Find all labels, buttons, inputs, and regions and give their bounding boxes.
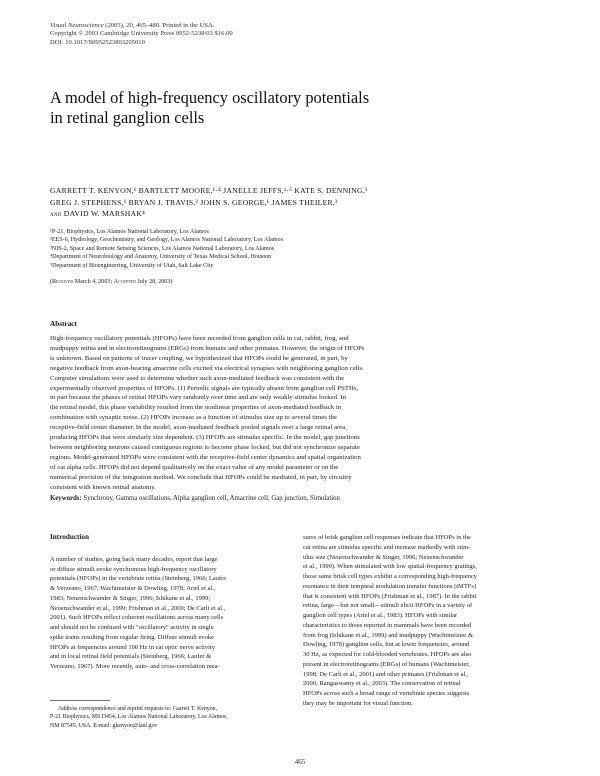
- paren: (: [50, 279, 53, 285]
- intro-line: A number of studies, going back many decades, report that large: [50, 555, 218, 563]
- author-and: and: [50, 209, 62, 218]
- abstract-line: receptive-field center diameter. In the model, axon-mediated feedback pooled signals over a large retinal area,: [50, 424, 347, 432]
- title-line-1: A model of high-frequency oscillatory potentials: [50, 88, 370, 107]
- intro-line: and in local retinal field potentials (Steinberg, 1966; Laufer &: [50, 653, 212, 661]
- intro-line: they may be important for visual function.: [303, 699, 413, 707]
- abstract-heading: Abstract: [50, 320, 77, 328]
- footnote-line: Address correspondence and reprint requests to: Garrett T. Kenyon,: [58, 706, 218, 712]
- author-line-2: GREG J. STEPHENS,¹ BRYAN J. TRAVIS,² JOHN S. GEORGE,¹ JAMES THEILER,³: [50, 197, 338, 207]
- intro-line: from frog (Ishikane et al., 1999) and mudpuppy (Wachtmeister &: [303, 631, 474, 639]
- received-label: Received: [52, 279, 74, 285]
- citation: (2003), 20, 465–480. Printed in the USA.: [103, 22, 215, 29]
- affiliation: ³NIS-2, Space and Remote Sensing Sciences, Los Alamos National Laboratory, Los Alamos: [50, 245, 275, 252]
- left-column: [50, 533, 286, 672]
- footnote-line: P-21 Biophysics, MS D454, Los Alamos National Laboratory, Los Alamos,: [50, 714, 228, 721]
- author-last: DAVID W. MARSHAK⁴: [61, 209, 146, 218]
- paper-title: [50, 88, 490, 128]
- intro-line: ganglion cell types (Ariel et al., 1983). HFOPs with similar: [303, 612, 458, 619]
- intro-line: characteristics to those reported in mammals have been recorded: [303, 621, 472, 629]
- abstract-line: High-frequency oscillatory potentials (HFOPs) have been recorded from ganglion cells in cat, rabbit, frog, and: [50, 335, 349, 342]
- intro-line: retina, large—but not small—stimuli elicit HFOPs in a variety of: [303, 602, 473, 610]
- author-list: [50, 185, 570, 220]
- intro-line: Verzeano, 1967). More recently, auto- and cross-correlation mea-: [50, 663, 220, 670]
- footnote-rule: [50, 700, 110, 701]
- intro-line: and should not be confused with "oscillatory" activity in single: [50, 624, 214, 631]
- affiliation: ²EES-6, Hydrology, Geochemistry, and Geology, Los Alamos National Laboratory, Los Alamos: [50, 237, 283, 244]
- abstract-line: numerical precision of the integration method. We conclude that HFOPs could be mediated, in part, by circuitry: [50, 473, 352, 481]
- abstract-line: regions. Model-generated HFOPs were consistent with the receptive-field center dynamics and spatial organization: [50, 453, 361, 461]
- intro-line: that is consistent with HFOPs (Frishman et al., 1987). In the rabbit: [303, 592, 477, 600]
- abstract-line: combination with synaptic noise. (2) HFOPs increase as a function of stimulus size up to several times the: [50, 414, 337, 422]
- affiliation-list: [50, 228, 550, 270]
- abstract-line: mudpuppy retina and in electroretinograms (ERGs) from humans and other primates. However, the origin of HFOPs: [50, 344, 365, 352]
- affiliation: ⁴Department of Neurobiology and Anatomy, University of Texas Medical School, Houston: [50, 254, 272, 261]
- accepted-date: July 28, 2003): [135, 279, 173, 285]
- author-line-1: GARRETT T. KENYON,¹ BARTLETT MOORE,¹·⁴ JANELLE JEFFS,¹·⁵ KATE S. DENNING,¹: [50, 186, 368, 195]
- footnote-text: [50, 705, 286, 730]
- page-number: 465: [294, 758, 306, 766]
- intro-line: 30 Hz, as expected for cold-blooded vertebrates. HFOPs are also: [303, 651, 472, 658]
- title-line-2: in retinal ganglion cells: [50, 108, 205, 127]
- copyright-line: Copyright © 2003 Cambridge University Press 0952-5238/03 $16.00: [50, 30, 233, 38]
- keywords-label: Keywords:: [50, 495, 82, 502]
- journal-header: [50, 22, 233, 47]
- intro-line: 2000; Rangaswamy et al., 2003). The conservation of retinal: [303, 680, 461, 688]
- intro-line: HFOPs across such a broad range of vertebrate species suggests: [303, 690, 470, 697]
- intro-line: Dowling, 1978) ganglion cells, but at lower frequencies, around: [303, 641, 470, 649]
- journal-name: Visual Neuroscience: [50, 22, 104, 29]
- intro-line: 1983; Neuenschwander & Singer, 1996; Ishikane et al., 1999;: [50, 594, 211, 602]
- intro-line: & Verzeano, 1967; Wachtmeister & Dowling, 1978; Ariel et al.,: [50, 585, 216, 592]
- intro-line: 1998; De Carli et al., 2001) and other primates (Frishman et al.,: [303, 670, 469, 678]
- intro-line: 2001). Such HFOPs reflect coherent oscillations across many cells: [50, 614, 224, 622]
- intro-paragraph: [50, 555, 286, 672]
- abstract-line: the retinal model, this phase variability resulted from the nonlinear properties of axon-mediated feedback in: [50, 404, 342, 412]
- abstract-line: between neighboring neurons caused contiguous regions to become phase locked, but did not synchronize separate: [50, 443, 360, 451]
- intro-line: potentials (HFOPs) in the vertebrate retina (Steinberg, 1966; Laufer: [50, 575, 227, 583]
- intro-line: present in electroretinograms (ERGs) of humans (Wachtmeister,: [303, 660, 470, 668]
- abstract-line: experimentally observed properties of HFOPs. (1) Periodic signals are typically absent from ganglion cell PSTHs,: [50, 384, 359, 392]
- intro-line: Neuenschwander et al., 1999; Frishman et al., 2000; De Carli et al.,: [50, 604, 226, 612]
- abstract-line: producing HFOPs that were similarly size dependent. (3) HFOPs are stimulus specific. In the model, gap junctions: [50, 434, 360, 442]
- abstract-line: in part because the phases of retinal HFOPs vary randomly over time and are only weakly stimulus locked. In: [50, 394, 346, 402]
- doi-line: DOI: 10.1017/S0952523803205010: [50, 38, 145, 46]
- correspondence-footnote: [50, 700, 286, 730]
- intro-line: et al., 1999). When stimulated with low spatial-frequency gratings,: [303, 563, 477, 571]
- intro-paragraph-continued: [303, 533, 539, 709]
- citation-line: [50, 22, 233, 30]
- footnote-line: NM 87545, USA. E-mail: gkenyon@lanl.gov: [50, 722, 158, 729]
- intro-line: spike trains resulting from regular firing. Diffuse stimuli evoke: [50, 633, 214, 641]
- author-line-3: [50, 208, 570, 220]
- intro-line: those same brisk cell types exhibit a corresponding high-frequency: [303, 573, 478, 580]
- keywords-text: Synchrony, Gamma oscillations, Alpha ganglion cell, Amacrine cell, Gap junction, Simulation: [81, 495, 340, 502]
- affiliation: ¹P-21, Biophysics, Los Alamos National Laboratory, Los Alamos: [50, 229, 209, 235]
- right-column: [303, 533, 539, 709]
- received-dates: [50, 279, 172, 285]
- affiliation: ⁵Department of Bioengineering, University of Utah, Salt Lake City: [50, 262, 214, 269]
- abstract-line: negative feedback from axon-bearing amacrine cells excited via electrical synapses with neighboring ganglion cells.: [50, 364, 364, 372]
- abstract-body: [50, 334, 546, 493]
- accepted-label: Accepted: [113, 279, 136, 285]
- abstract-line: consistent with known retinal anatomy.: [50, 483, 156, 491]
- intro-line: ulus size (Neuenschwander & Singer, 1996; Neuenschwander: [303, 553, 464, 561]
- intro-line: or diffuse stimuli evoke synchronous high-frequency oscillatory: [50, 565, 217, 573]
- keywords: [50, 495, 546, 502]
- intro-line: cat retina are stimulus specific and increase markedly with stim-: [303, 543, 471, 551]
- introduction-heading: Introduction: [50, 533, 90, 541]
- abstract-line: Computer simulations were used to determine whether such axon-mediated feedback was consistent with the: [50, 374, 345, 382]
- intro-line: HFOPs at frequencies around 100 Hz in cat optic nerve activity: [50, 643, 215, 651]
- intro-line: resonance in their temporal modulation transfer functions (tMTFs): [303, 582, 477, 590]
- abstract-line: of cat alpha cells. HFOPs did not depend qualitatively on the exact value of any model parameter or on the: [50, 463, 339, 471]
- received-date: March 4, 2003;: [73, 279, 114, 285]
- abstract-line: is unknown. Based on patterns of tracer coupling, we hypothesized that HFOPs could be generated, in part, by: [50, 354, 348, 362]
- intro-line: sures of brisk ganglion cell responses indicate that HFOPs in the: [303, 534, 471, 541]
